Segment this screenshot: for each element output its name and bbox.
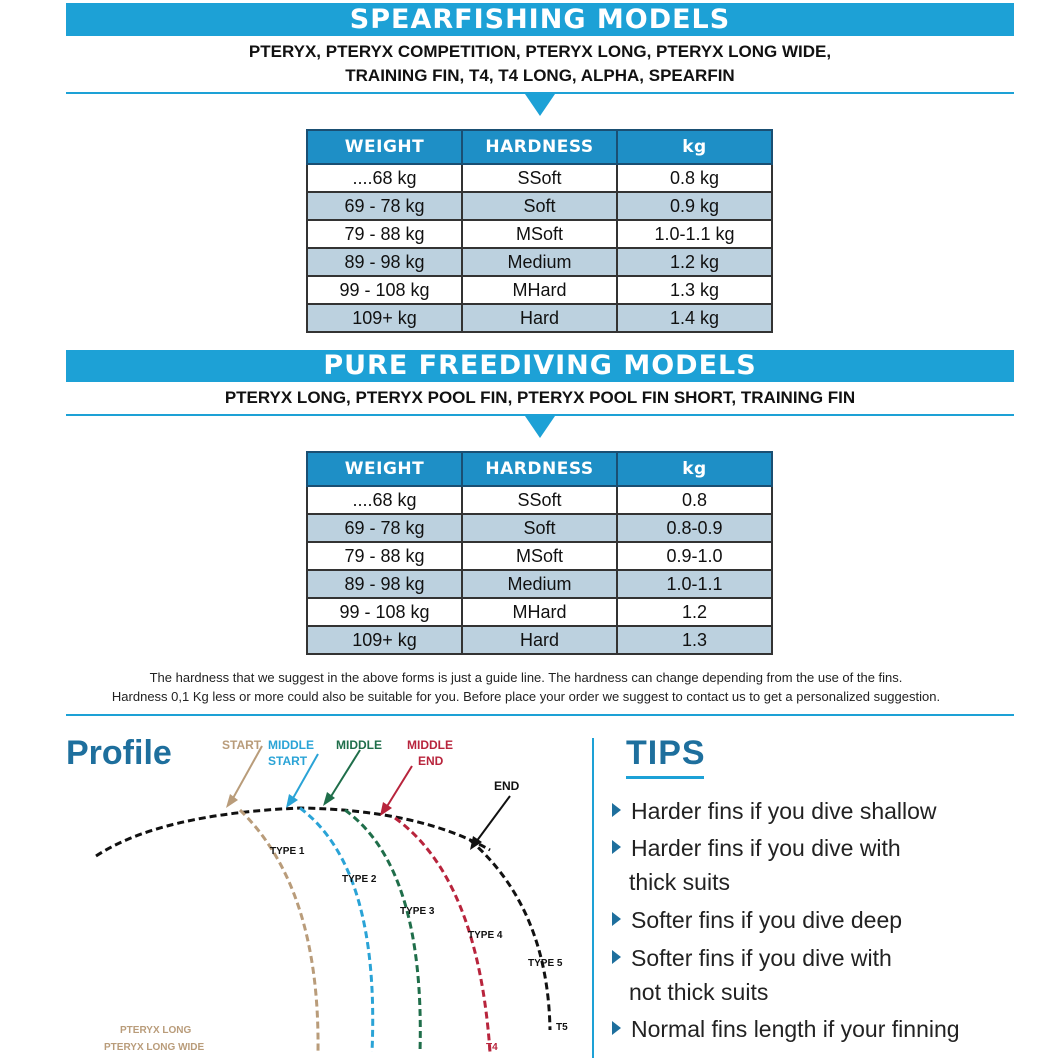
cell-kg: 1.3 kg (617, 276, 772, 304)
label-middle-end-2: END (418, 754, 444, 768)
tip-text: Harder fins if you dive shallow (631, 798, 937, 824)
type3-curve (345, 810, 420, 1052)
note-line2: Hardness 0,1 Kg less or more could also be suitable for you. Before place your order we suggest to contact us to get a personalized suggestion. (111, 689, 941, 704)
spearfishing-models-line1: PTERYX, PTERYX COMPETITION, PTERYX LONG, PTERYX LONG WIDE, (248, 42, 832, 61)
cell-weight: ....68 kg (307, 486, 462, 514)
tip-item (612, 794, 937, 828)
tip-item (612, 831, 901, 899)
bullet-arrow-icon (612, 1021, 621, 1035)
cell-weight: 69 - 78 kg (307, 192, 462, 220)
spearfishing-table (306, 129, 773, 333)
table-header-row (307, 452, 772, 486)
tip-item (612, 1012, 960, 1046)
down-arrow-icon (525, 94, 555, 116)
cell-kg: 0.8 (617, 486, 772, 514)
label-start: START (222, 738, 262, 752)
label-type1: TYPE 1 (270, 846, 305, 857)
table-row (307, 304, 772, 332)
cell-kg: 0.8 kg (617, 164, 772, 192)
header-kg: kg (617, 452, 772, 486)
label-model-pteryx-long-wide: PTERYX LONG WIDE (104, 1042, 205, 1052)
label-middle-start-2: START (268, 754, 308, 768)
cell-hardness: MSoft (462, 542, 617, 570)
note-line1: The hardness that we suggest in the above forms is just a guide line. The hardness can change depending from the use of the fins. (149, 670, 903, 685)
tip-text: Harder fins if you dive with (631, 835, 901, 861)
middle-arrow-icon (323, 750, 360, 806)
cell-kg: 1.3 (617, 626, 772, 654)
middle-end-arrow-icon (380, 766, 412, 816)
bullet-arrow-icon (612, 840, 621, 854)
cell-weight: 89 - 98 kg (307, 248, 462, 276)
cell-hardness: Medium (462, 570, 617, 598)
table-row (307, 276, 772, 304)
cell-weight: 79 - 88 kg (307, 542, 462, 570)
table-row (307, 514, 772, 542)
cell-hardness: Hard (462, 626, 617, 654)
cell-kg: 1.0-1.1 (617, 570, 772, 598)
table-row (307, 570, 772, 598)
cell-hardness: Medium (462, 248, 617, 276)
header-weight: WEIGHT (307, 452, 462, 486)
bullet-arrow-icon (612, 950, 621, 964)
cell-kg: 1.2 (617, 598, 772, 626)
label-t4: T4 (486, 1042, 498, 1052)
cell-weight: 99 - 108 kg (307, 276, 462, 304)
table-row (307, 486, 772, 514)
label-middle-end-1: MIDDLE (407, 738, 453, 752)
table-row (307, 164, 772, 192)
label-middle-start-1: MIDDLE (268, 738, 314, 752)
table-row (307, 598, 772, 626)
label-type2: TYPE 2 (342, 874, 377, 885)
cell-hardness: Hard (462, 304, 617, 332)
tips-underline (626, 776, 704, 779)
bullet-arrow-icon (612, 803, 621, 817)
spearfishing-models-line2: TRAINING FIN, T4, T4 LONG, ALPHA, SPEARFIN (345, 66, 735, 85)
cell-hardness: MSoft (462, 220, 617, 248)
header-hardness: HARDNESS (462, 452, 617, 486)
cell-weight: 109+ kg (307, 304, 462, 332)
header-kg: kg (617, 130, 772, 164)
table-header-row (307, 130, 772, 164)
cell-weight: 109+ kg (307, 626, 462, 654)
table-row (307, 192, 772, 220)
hardness-note (0, 668, 1052, 706)
cell-kg: 0.9 kg (617, 192, 772, 220)
label-type3: TYPE 3 (400, 906, 435, 917)
table-row (307, 248, 772, 276)
header-weight: WEIGHT (307, 130, 462, 164)
header-hardness: HARDNESS (462, 130, 617, 164)
cell-kg: 0.9-1.0 (617, 542, 772, 570)
tip-text-continued: thick suits (629, 869, 730, 895)
profile-title: Profile (66, 734, 172, 772)
tip-text: Softer fins if you dive with (631, 945, 892, 971)
bullet-arrow-icon (612, 912, 621, 926)
tip-text: Softer fins if you dive deep (631, 907, 903, 933)
down-arrow-icon (525, 416, 555, 438)
label-middle: MIDDLE (336, 738, 382, 752)
cell-hardness: SSoft (462, 164, 617, 192)
cell-hardness: Soft (462, 514, 617, 542)
end-arrow-icon (470, 796, 510, 850)
freediving-title: PURE FREEDIVING MODELS (66, 350, 1014, 382)
cell-weight: ....68 kg (307, 164, 462, 192)
tips-title: TIPS (626, 734, 706, 772)
profile-diagram (0, 728, 590, 1052)
cell-kg: 1.0-1.1 kg (617, 220, 772, 248)
cell-weight: 69 - 78 kg (307, 514, 462, 542)
cell-weight: 99 - 108 kg (307, 598, 462, 626)
tip-item (612, 941, 892, 1009)
cell-kg: 1.4 kg (617, 304, 772, 332)
type2-curve (300, 808, 373, 1052)
label-end: END (494, 779, 520, 793)
cell-hardness: Soft (462, 192, 617, 220)
cell-kg: 0.8-0.9 (617, 514, 772, 542)
cell-hardness: SSoft (462, 486, 617, 514)
label-model-pteryx-long: PTERYX LONG (120, 1025, 192, 1036)
cell-hardness: MHard (462, 276, 617, 304)
table-row (307, 626, 772, 654)
tip-text: Normal fins length if your finning (631, 1016, 960, 1042)
cell-kg: 1.2 kg (617, 248, 772, 276)
freediving-table (306, 451, 773, 655)
start-arrow-icon (226, 746, 262, 808)
table-row (307, 542, 772, 570)
cell-weight: 89 - 98 kg (307, 570, 462, 598)
table-row (307, 220, 772, 248)
freediving-models-line1: PTERYX LONG, PTERYX POOL FIN, PTERYX POOL FIN SHORT, TRAINING FIN (224, 388, 856, 407)
cell-weight: 79 - 88 kg (307, 220, 462, 248)
cell-hardness: MHard (462, 598, 617, 626)
label-type5: TYPE 5 (528, 958, 563, 969)
label-t5: T5 (556, 1022, 568, 1033)
column-separator (592, 738, 594, 1058)
tip-text-continued: not thick suits (629, 979, 769, 1005)
spearfishing-title: SPEARFISHING MODELS (66, 3, 1014, 36)
tip-item (612, 903, 902, 937)
note-divider (66, 714, 1014, 716)
label-type4: TYPE 4 (468, 930, 503, 941)
